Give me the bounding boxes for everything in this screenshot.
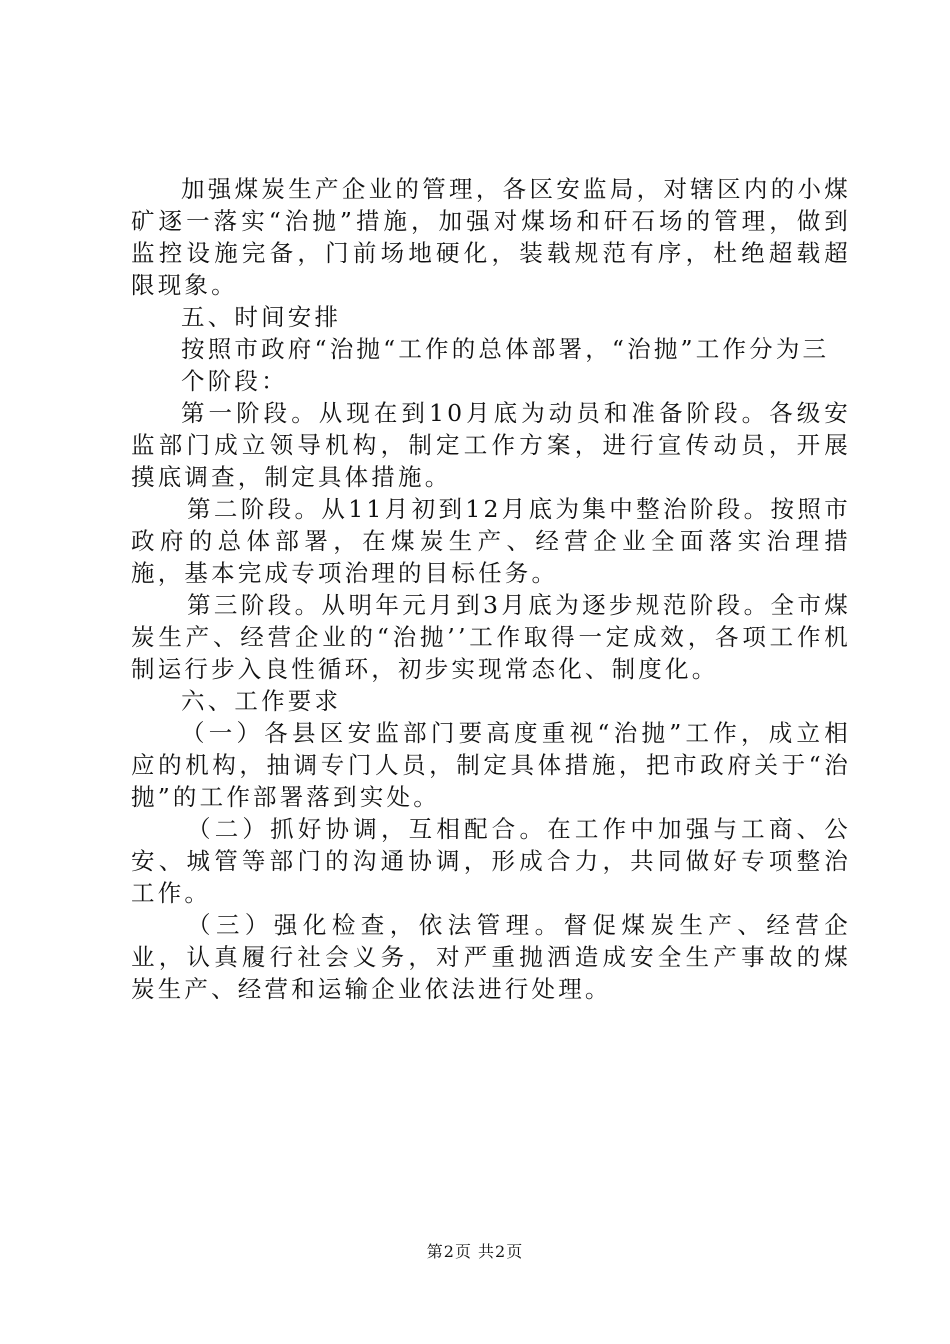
- paragraph-schedule-intro-continued: 个阶段：: [181, 367, 288, 395]
- paragraph-coal-enterprise-management: 加强煤炭生产企业的管理，各区安监局，对辖区内的小煤矿逐一落实“治抛”措施，加强对煤场和矸石场的管理，做到监控设施完备，门前场地硬化，装载规范有序，杜绝超载超限现象。: [131, 175, 851, 299]
- document-body: [131, 173, 851, 1005]
- section-heading-requirements: 六、工作要求: [181, 687, 342, 715]
- paragraph-phase-one: 第一阶段。从现在到10月底为动员和准备阶段。各级安监部门成立领导机构，制定工作方案，进行宣传动员，开展摸底调查，制定具体措施。: [131, 399, 851, 491]
- paragraph-phase-three: 第三阶段。从明年元月到3月底为逐步规范阶段。全市煤炭生产、经营企业的“治抛’’工作取得一定成效，各项工作机制运行步入良性循环，初步实现常态化、制度化。: [131, 591, 851, 683]
- paragraph-requirement-one: （一）各县区安监部门要高度重视“治抛”工作，成立相应的机构，抽调专门人员，制定具体措施，把市政府关于“治抛”的工作部署落到实处。: [131, 719, 851, 811]
- paragraph-phase-two: 第二阶段。从11月初到12月底为集中整治阶段。按照市政府的总体部署，在煤炭生产、经营企业全面落实治理措施，基本完成专项治理的目标任务。: [131, 495, 851, 587]
- paragraph-schedule-intro: 按照市政府“治抛“工作的总体部署，“治抛”工作分为三: [181, 335, 830, 363]
- paragraph-requirement-three: （三）强化检查，依法管理。督促煤炭生产、经营企业，认真履行社会义务，对严重抛洒造成安全生产事故的煤炭生产、经营和运输企业依法进行处理。: [131, 911, 851, 1003]
- paragraph-requirement-two: （二）抓好协调，互相配合。在工作中加强与工商、公安、城管等部门的沟通协调，形成合力，共同做好专项整治工作。: [131, 815, 851, 907]
- page-number-footer: 第2页 共2页: [426, 1242, 524, 1261]
- section-heading-schedule: 五、时间安排: [181, 303, 342, 331]
